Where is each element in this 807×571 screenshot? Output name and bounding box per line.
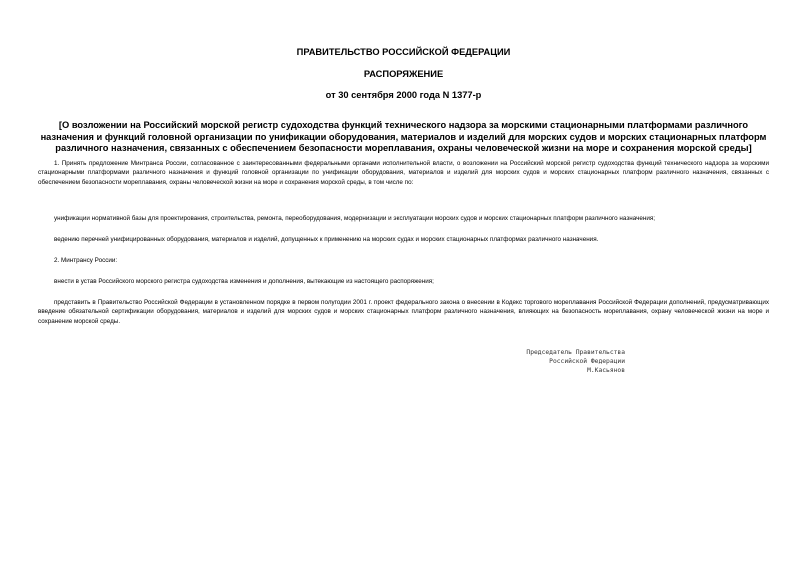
paragraph-5: внести в устав Российского морского регистра судоходства изменения и дополнения, вытекающие из настоящего распоряжения; (54, 278, 434, 285)
paragraph-1: 1. Принять предложение Минтранса России, согласованное с заинтересованными федеральными органами исполнительной власти, о возложении на Российский морской регистр судоходства функций технического надзора за морскими стационарными платформами различного назначения и функций головной организации по унификации оборудования, материалов и изделий для морских судов и морских стационарных платформ различного назначения, связанных с обеспечением безопасности мореплавания, охраны человеческой жизни на море и сохранения морской среды, в том числе по: (38, 160, 769, 186)
paragraph-3: ведению перечней унифицированных оборудования, материалов и изделий, допущенных к применению на морских судах и морских стационарных платформах различного назначения. (54, 236, 599, 243)
paragraph-4: 2. Минтрансу России: (54, 257, 118, 264)
document-title: [О возложении на Российский морской регистр судоходства функций технического надзора за морскими стационарными платформами различного назначения и функций головной организации по унификации оборудования, материалов и изделий для морских судов и морских стационарных платформ различного назначения, связанных с обеспечением безопасности мореплавания, охраны человеческой жизни на море и сохранения морской среды] (40, 120, 767, 153)
signature-organization: Российской Федерации (549, 358, 625, 365)
paragraph-2: унификации нормативной базы для проектирования, строительства, ремонта, переоборудования, модернизации и эксплуатации морских судов и морских стационарных платформ различного назначения; (54, 215, 656, 222)
signature-position: Председатель Правительства (526, 349, 625, 356)
document-type-heading: РАСПОРЯЖЕНИЕ (363, 69, 444, 79)
issuer-heading: ПРАВИТЕЛЬСТВО РОССИЙСКОЙ ФЕДЕРАЦИИ (296, 47, 511, 57)
date-number-line: от 30 сентября 2000 года N 1377-р (325, 90, 482, 100)
signature-block (440, 348, 625, 375)
signature-name: М.Касьянов (587, 367, 625, 374)
paragraph-6: представить в Правительство Российской Федерации в установленном порядке в первом полугодии 2001 г. проект федерального закона о внесении в Кодекс торгового мореплавания Российской Федерации дополнений, предусматривающих введение обязательной сертификации оборудования, материалов и изделий для морских судов и морских стационарных платформ различного назначения, влияющих на безопасность мореплавания, охрану человеческой жизни на море и сохранение морской среды. (38, 299, 769, 325)
